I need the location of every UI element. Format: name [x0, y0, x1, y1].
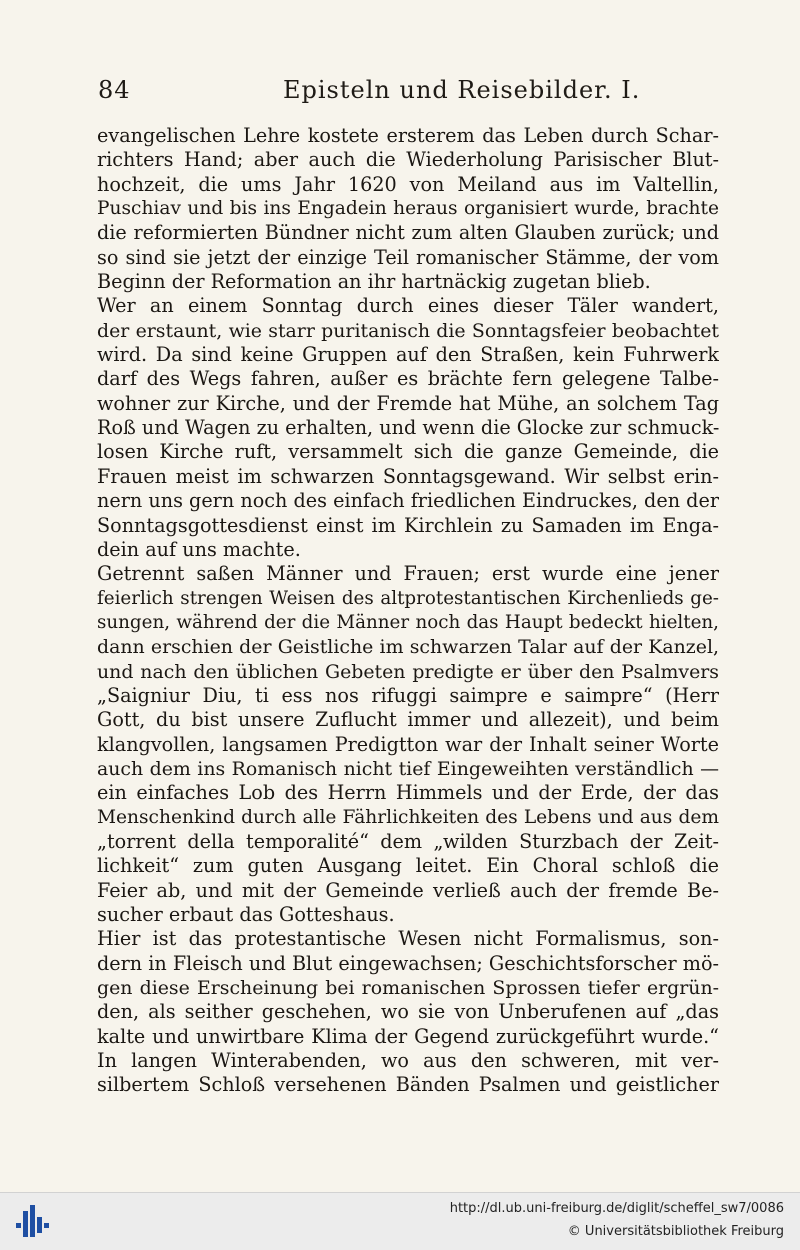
text-line: richters Hand; aber auch die Wiederholung Parisischer Blut-: [97, 148, 719, 172]
text-line: dann erschien der Geistliche im schwarzen Talar auf der Kanzel,: [97, 636, 719, 659]
text-line: Hier ist das protestantische Wesen nicht Formalismus, son-: [97, 927, 719, 951]
text-line: der erstaunt, wie starr puritanisch die Sonntagsfeier beobachtet: [97, 319, 719, 342]
text-line: Puschiav und bis ins Engadein heraus organisiert wurde, brachte: [97, 198, 719, 220]
copyright-notice: © Universitätsbibliothek Freiburg: [567, 1224, 784, 1239]
text-line: Wer an einem Sonntag durch eines dieser Täler wandert,: [97, 294, 719, 318]
text-line: die reformierten Bündner nicht zum alten Glauben zurück; und: [97, 221, 719, 245]
text-line: losen Kirche ruft, versammelt sich die ganze Gemeinde, die: [97, 440, 719, 464]
text-line: sungen, während der die Männer noch das Haupt bedeckt hielten,: [97, 611, 719, 633]
text-line: Frauen meist im schwarzen Sonntagsgewand. Wir selbst erin-: [97, 464, 719, 488]
ub-freiburg-logo-icon: [14, 1205, 50, 1237]
page-number: 84: [98, 76, 131, 104]
text-line: In langen Winterabenden, wo aus den schweren, mit ver-: [97, 1049, 719, 1073]
text-line: darf des Wegs fahren, außer es brächte fern gelegene Talbe-: [97, 367, 719, 391]
text-line: nern uns gern noch des einfach friedlichen Eindruckes, den der: [97, 489, 719, 513]
running-head: Episteln und Reisebilder. I.: [283, 76, 641, 104]
text-line: Feier ab, und mit der Gemeinde verließ auch der fremde Be-: [97, 878, 719, 902]
text-line: Getrennt saßen Männer und Frauen; erst wurde eine jener: [97, 562, 719, 586]
text-line: auch dem ins Romanisch nicht tief Eingeweihten verständlich —: [97, 757, 719, 780]
text-line: Sonntagsgottesdienst einst im Kirchlein zu Samaden im Enga-: [97, 513, 719, 537]
viewer-footer: [0, 1192, 800, 1250]
text-line: klangvollen, langsamen Predigtton war der Inhalt seiner Worte: [97, 732, 719, 756]
text-line: hochzeit, die ums Jahr 1620 von Meiland aus im Valtellin,: [97, 172, 719, 196]
text-line: sucher erbaut das Gotteshaus.: [97, 903, 395, 926]
text-line: silbertem Schloß versehenen Bänden Psalmen und geistlicher: [97, 1073, 719, 1097]
text-line: dern in Fleisch und Blut eingewachsen; Geschichtsforscher mö-: [97, 951, 719, 975]
text-line: und nach den üblichen Gebeten predigte er über den Psalmvers: [97, 660, 719, 683]
body-text: [97, 124, 719, 1098]
text-line: dein auf uns machte.: [97, 537, 301, 561]
text-line: feierlich strengen Weisen des altprotestantischen Kirchenlieds ge-: [97, 587, 719, 609]
text-line: gen diese Erscheinung bei romanischen Sprossen tiefer ergrün-: [97, 977, 719, 1000]
text-line: wohner zur Kirche, und der Fremde hat Mühe, an solchem Tag: [97, 391, 719, 415]
text-line: Gott, du bist unsere Zuflucht immer und allezeit), und beim: [97, 708, 719, 732]
text-line: „Saigniur Diu, ti ess nos rifuggi saimpre e saimpre“ (Herr: [97, 683, 719, 707]
text-line: Beginn der Reformation an ihr hartnäckig zugetan blieb.: [97, 270, 651, 294]
text-line: Roß und Wagen zu erhalten, und wenn die Glocke zur schmuck-: [97, 416, 719, 440]
text-line: lichkeit“ zum guten Ausgang leitet. Ein Choral schloß die: [97, 854, 719, 878]
text-line: ein einfaches Lob des Herrn Himmels und der Erde, der das: [97, 781, 719, 805]
permalink-url[interactable]: http://dl.ub.uni-freiburg.de/diglit/scheffel_sw7/0086: [449, 1201, 784, 1216]
text-line: Menschenkind durch alle Fährlichkeiten des Lebens und aus dem: [97, 806, 719, 828]
text-line: wird. Da sind keine Gruppen auf den Straßen, kein Fuhrwerk: [97, 343, 719, 367]
text-line: kalte und unwirtbare Klima der Gegend zurückgeführt wurde.“: [97, 1024, 719, 1048]
text-line: den, als seither geschehen, wo sie von Unberufenen auf „das: [97, 1000, 719, 1024]
text-line: „torrent della temporalité“ dem „wilden Sturzbach der Zeit-: [97, 829, 719, 853]
text-line: so sind sie jetzt der einzige Teil romanischer Stämme, der vom: [97, 245, 719, 269]
text-line: evangelischen Lehre kostete ersterem das Leben durch Schar-: [97, 124, 719, 147]
